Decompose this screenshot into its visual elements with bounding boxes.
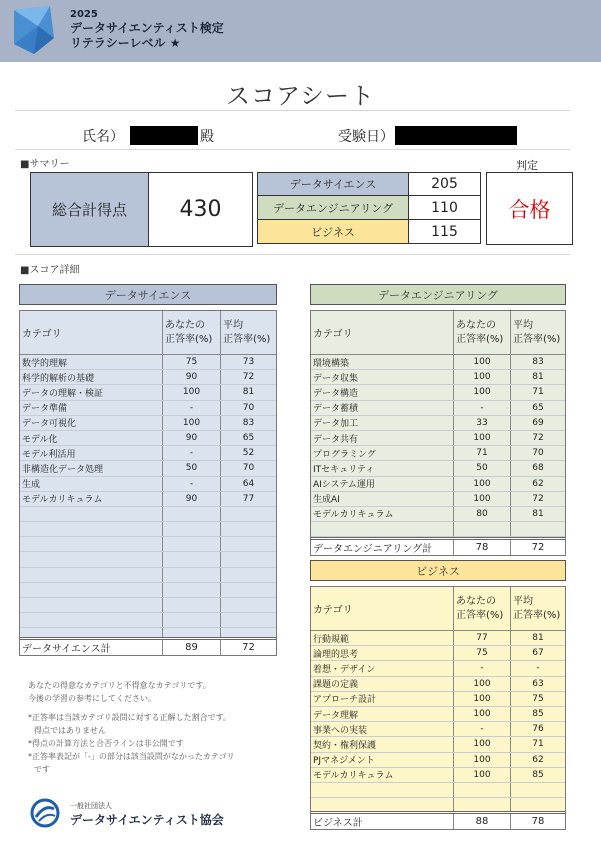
row-your-rate: -	[162, 446, 220, 460]
row-your-rate: 75	[162, 355, 220, 369]
row-category: プログラミング	[313, 449, 376, 460]
biz-table-title: ビジネス	[310, 560, 566, 581]
row-your-rate: 100	[453, 753, 510, 767]
row-average-rate: 71	[510, 737, 565, 751]
row-your-rate: 100	[453, 370, 510, 384]
col-average-rate: 平均 正答率(%)	[510, 587, 565, 630]
category-name: ビジネス	[257, 220, 409, 244]
row-category: モデル利活用	[22, 449, 76, 460]
empty-table-row	[20, 568, 276, 583]
table-row	[311, 370, 565, 385]
ds-total-row: データサイエンス計 89 72	[20, 637, 276, 655]
row-average-rate: 77	[220, 492, 276, 506]
verdict-result: 合格	[486, 172, 573, 245]
empty-table-row	[20, 507, 276, 522]
table-row	[20, 401, 276, 416]
row-average-rate: 72	[220, 370, 276, 384]
page-title: スコアシート	[225, 82, 376, 110]
row-your-rate: -	[162, 477, 220, 491]
row-average-rate: 85	[510, 768, 565, 782]
ds-table-title: データサイエンス	[19, 284, 277, 305]
row-category: データ構造	[313, 388, 359, 399]
empty-table-row	[311, 522, 565, 537]
note-line: *正答率表記が「-」の部分は該当設問がなかったカテゴリ	[28, 752, 235, 761]
table-row	[20, 477, 276, 492]
exam-logo-icon	[10, 4, 56, 56]
row-average-rate: 64	[220, 477, 276, 491]
row-category: AIシステム運用	[313, 480, 375, 491]
table-row	[20, 492, 276, 507]
row-category: 事業への実装	[313, 725, 368, 736]
category-score: 110	[409, 196, 481, 220]
row-your-rate: -	[453, 401, 510, 415]
note-line: 今後の学習の参考にしてください。	[28, 694, 156, 703]
empty-table-row	[20, 583, 276, 598]
row-your-rate: -	[453, 661, 510, 675]
table-row	[311, 385, 565, 400]
notes	[28, 680, 288, 777]
table-row	[311, 722, 565, 737]
table-row	[311, 446, 565, 461]
row-your-rate: 100	[453, 677, 510, 691]
row-average-rate: -	[510, 661, 565, 675]
empty-table-row	[20, 613, 276, 628]
table-row	[20, 370, 276, 385]
row-your-rate: 100	[162, 385, 220, 399]
de-table-title: データエンジニアリング	[310, 284, 566, 305]
row-average-rate: 73	[220, 355, 276, 369]
table-row	[311, 507, 565, 522]
exam-level: リテラシーレベル ★	[70, 36, 181, 50]
row-category: 契約・権利保護	[313, 740, 377, 751]
row-your-rate: 50	[162, 461, 220, 475]
row-your-rate: 33	[453, 416, 510, 430]
row-category: データ理解	[313, 710, 359, 721]
row-average-rate: 52	[220, 446, 276, 460]
table-row	[311, 692, 565, 707]
col-category: カテゴリ	[22, 329, 62, 340]
col-average-rate: 平均 正答率(%)	[220, 311, 276, 354]
row-average-rate: 83	[220, 416, 276, 430]
col-your-rate: あなたの 正答率(%)	[162, 311, 220, 354]
row-category: データ加工	[313, 419, 359, 430]
note-line: 得点ではありません	[34, 726, 106, 735]
row-your-rate: 100	[453, 692, 510, 706]
table-header	[311, 587, 565, 631]
exam-date-label: 受験日）	[338, 129, 394, 145]
empty-table-row	[311, 783, 565, 798]
table-row	[311, 737, 565, 752]
row-category: 生成	[22, 480, 41, 491]
row-average-rate: 85	[510, 707, 565, 721]
row-category: データ準備	[22, 404, 68, 415]
row-average-rate: 81	[510, 507, 565, 521]
row-category: 科学的解析の基礎	[22, 373, 95, 384]
table-row	[311, 431, 565, 446]
table-row	[20, 355, 276, 370]
table-row	[20, 461, 276, 476]
details-section-label: ■スコア詳細	[20, 265, 80, 276]
row-category: 行動規範	[313, 634, 350, 645]
category-name: データエンジニアリング	[257, 196, 409, 220]
row-category: モデルカリキュラム	[313, 510, 394, 521]
row-your-rate: 75	[453, 646, 510, 660]
row-average-rate: 72	[510, 431, 565, 445]
row-average-rate: 75	[510, 692, 565, 706]
note-line: *正答率は当該カテゴリ設問に対する正解した割合です。	[28, 713, 232, 722]
category-name: データサイエンス	[257, 172, 409, 196]
redacted-name	[130, 126, 198, 145]
row-your-rate: 100	[453, 477, 510, 491]
table-row	[311, 646, 565, 661]
row-your-rate: 100	[453, 737, 510, 751]
row-your-rate: 100	[453, 385, 510, 399]
row-category: 生成AI	[313, 495, 340, 506]
row-your-rate: 100	[453, 707, 510, 721]
row-your-rate: 90	[162, 492, 220, 506]
association-type: 一般社団法人	[70, 802, 112, 810]
row-your-rate: 90	[162, 370, 220, 384]
row-your-rate: 90	[162, 431, 220, 445]
table-row	[20, 385, 276, 400]
table-row	[311, 401, 565, 416]
row-your-rate: 77	[453, 631, 510, 645]
table-row	[20, 416, 276, 431]
table-header	[311, 311, 565, 355]
row-your-rate: -	[453, 722, 510, 736]
category-score: 115	[409, 220, 481, 244]
col-your-rate: あなたの 正答率(%)	[453, 587, 510, 630]
table-row	[311, 477, 565, 492]
table-header	[20, 311, 276, 355]
total-score-box	[30, 172, 253, 247]
note-line: *得点の計算方法と合否ラインは非公開です	[28, 739, 184, 748]
row-category: データの理解・検証	[22, 388, 104, 399]
association-logo-icon	[30, 798, 60, 828]
table-row	[311, 677, 565, 692]
total-score-value: 430	[179, 197, 222, 222]
table-row	[311, 768, 565, 783]
exam-year: 2025	[70, 9, 98, 20]
row-category: 着想・デザイン	[313, 664, 376, 675]
redacted-exam-date	[395, 126, 517, 145]
name-label: 氏名）	[82, 129, 124, 145]
table-row	[311, 492, 565, 507]
row-category: データ可視化	[22, 419, 77, 430]
row-your-rate: -	[162, 401, 220, 415]
row-average-rate: 70	[510, 446, 565, 460]
row-average-rate: 83	[510, 355, 565, 369]
row-average-rate: 65	[510, 401, 565, 415]
biz-total-row: ビジネス計 88 78	[311, 811, 565, 829]
table-row	[311, 631, 565, 646]
row-category: アプローチ設計	[313, 695, 377, 706]
category-score-row	[257, 220, 481, 244]
empty-table-row	[20, 522, 276, 537]
row-average-rate: 68	[510, 461, 565, 475]
row-category: 課題の定義	[313, 680, 359, 691]
total-score-label: 総合計得点	[31, 173, 149, 246]
col-your-rate: あなたの 正答率(%)	[453, 311, 510, 354]
row-average-rate: 70	[220, 401, 276, 415]
divider	[15, 254, 570, 255]
note-line: です	[34, 765, 50, 774]
row-average-rate: 72	[510, 492, 565, 506]
ds-score-table	[19, 310, 277, 656]
row-average-rate: 69	[510, 416, 565, 430]
exam-title: データサイエンティスト検定	[70, 21, 224, 35]
divider	[15, 149, 570, 150]
category-score-row	[257, 172, 481, 196]
row-category: 数学的理解	[22, 358, 68, 369]
name-suffix: 殿	[200, 129, 214, 145]
row-category: モデルカリキュラム	[22, 495, 103, 506]
row-category: 環境構築	[313, 358, 350, 369]
row-category: PJマネジメント	[313, 756, 375, 767]
col-category: カテゴリ	[313, 605, 353, 616]
row-average-rate: 76	[510, 722, 565, 736]
row-your-rate: 100	[453, 431, 510, 445]
row-your-rate: 71	[453, 446, 510, 460]
row-your-rate: 50	[453, 461, 510, 475]
row-category: データ共有	[313, 434, 359, 445]
row-category: データ蓄積	[313, 404, 359, 415]
row-average-rate: 62	[510, 753, 565, 767]
row-average-rate: 81	[220, 385, 276, 399]
row-category: 論理的思考	[313, 649, 359, 660]
row-average-rate: 70	[220, 461, 276, 475]
row-category: ITセキュリティ	[313, 464, 375, 475]
row-your-rate: 100	[453, 355, 510, 369]
row-category: データ収集	[313, 373, 359, 384]
row-average-rate: 67	[510, 646, 565, 660]
row-your-rate: 100	[453, 492, 510, 506]
row-category: 非構造化データ処理	[22, 464, 104, 475]
empty-table-row	[20, 537, 276, 552]
category-score: 205	[409, 172, 481, 196]
table-row	[20, 431, 276, 446]
category-score-row	[257, 196, 481, 220]
table-row	[311, 707, 565, 722]
empty-table-row	[20, 598, 276, 613]
row-your-rate: 100	[453, 768, 510, 782]
row-average-rate: 81	[510, 631, 565, 645]
col-category: カテゴリ	[313, 329, 353, 340]
table-row	[311, 753, 565, 768]
biz-score-table	[310, 586, 566, 830]
de-score-table	[310, 310, 566, 556]
row-average-rate: 81	[510, 370, 565, 384]
row-category: モデルカリキュラム	[313, 771, 394, 782]
table-row	[20, 446, 276, 461]
table-row	[311, 355, 565, 370]
row-average-rate: 62	[510, 477, 565, 491]
table-row	[311, 661, 565, 676]
row-your-rate: 80	[453, 507, 510, 521]
note-line: あなたの得意なカテゴリと不得意なカテゴリです。	[28, 681, 211, 690]
summary-section-label: ■サマリー	[20, 159, 70, 170]
association-name: データサイエンティスト協会	[70, 813, 224, 827]
table-row	[311, 461, 565, 476]
divider	[15, 110, 570, 111]
row-average-rate: 71	[510, 385, 565, 399]
page-header	[0, 0, 601, 62]
row-category: モデル化	[22, 434, 58, 445]
row-average-rate: 63	[510, 677, 565, 691]
de-total-row: データエンジニアリング計 78 72	[311, 537, 565, 555]
col-average-rate: 平均 正答率(%)	[510, 311, 565, 354]
empty-table-row	[20, 552, 276, 567]
verdict-label: 判定	[516, 159, 538, 172]
table-row	[311, 416, 565, 431]
row-average-rate: 65	[220, 431, 276, 445]
row-your-rate: 100	[162, 416, 220, 430]
